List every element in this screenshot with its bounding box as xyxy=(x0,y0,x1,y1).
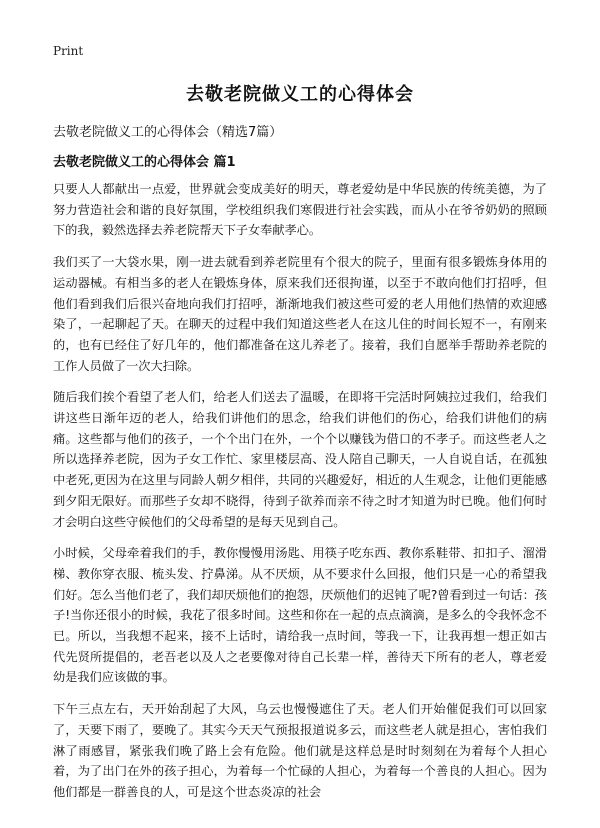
paragraph-5: 下午三点左右，天开始刮起了大风，乌云也慢慢遮住了天。老人们开始催促我们可以回家了，天要下雨了，要晚了。其实今天天气预报报道说多云，而这些老人就是担心，害怕我们淋了雨感冒，紧张我们晚了路上会有危险。他们就是这样总是时时刻刻在为着每个人担心着，为了出门在外的孩子担心，为着每一个忙碌的人担心，为着每一个善良的人担心。因为他们都是一群善良的人，可是这个世态炎凉的社会 xyxy=(53,702,547,799)
document-body xyxy=(53,179,547,814)
document-subtitle: 去敬老院做义工的心得体会（精选7篇） xyxy=(53,125,283,140)
paragraph-4: 小时候，父母牵着我们的手，教你慢慢用汤匙、用筷子吃东西、教你系鞋带、扣扣子、溜滑梯、教你穿衣服、梳头发、拧鼻涕。从不厌烦，从不要求什么回报，他们只是一心的希望我们好。怎么当他们老了，我们却厌烦他们的抱怨，厌烦他们的迟钝了呢?曾看到过一句话：孩子!当你还很小的时候，我花了很多时间。这些和你在一起的点点滴滴，是多么的令我怀念不已。所以，当我想不起来，接不上话时，请给我一点时间，等我一下，让我再想一想正如古代先贤所提倡的，老吾老以及人之老要像对待自己长辈一样，善待天下所有的老人，尊老爱幼是我们应该做的事。 xyxy=(53,546,547,685)
document-title: 去敬老院做义工的心得体会 xyxy=(186,84,414,105)
print-label[interactable]: Print xyxy=(53,44,84,58)
section-heading: 去敬老院做义工的心得体会 篇1 xyxy=(53,155,236,170)
paragraph-3: 随后我们挨个看望了老人们，给老人们送去了温暖，在即将干完活时阿姨拉过我们，给我们讲这些日渐年迈的老人，给我们讲他们的思念，给我们讲他们的伤心，给我们讲他们的病痛。这些都与他们的孩子，一个个出门在外，一个个以赚钱为借口的不孝子。而这些老人之所以选择养老院，因为子女工作忙、家里楼层高、没人陪自己聊天，一人自说自话，在孤独中老死,更因为在这里与同龄人朝夕相伴，共同的兴趣爱好，相近的人生观念，让他们更能感到夕阳无限好。而那些子女却不晓得，待到子欲养而亲不待之时才知道为时已晚。他们何时才会明白这些守候他们的父母希望的是每天见到自己。 xyxy=(53,390,547,529)
paragraph-1: 只要人人都献出一点爱，世界就会变成美好的明天，尊老爱幼是中华民族的传统美德，为了努力营造社会和谐的良好氛围，学校组织我们寒假进行社会实践，而从小在爷爷奶奶的照顾下的我，毅然选择去养老院帮天下子女奉献孝心。 xyxy=(53,182,547,238)
paragraph-2: 我们买了一大袋水果，刚一进去就看到养老院里有个很大的院子，里面有很多锻炼身体用的运动器械。有相当多的老人在锻炼身体，原来我们还很拘谨，以至于不敢向他们打招呼，但他们看到我们后很兴奋地向我们打招呼，渐渐地我们被这些可爱的老人用他们热情的欢迎感染了，一起聊起了天。在聊天的过程中我们知道这些老人在这儿住的时间长短不一，有刚来的，也有已经住了好几年的，他们都准备在这儿养老了。接着，我们自愿举手帮助养老院的工作人员做了一次大扫除。 xyxy=(53,255,547,373)
